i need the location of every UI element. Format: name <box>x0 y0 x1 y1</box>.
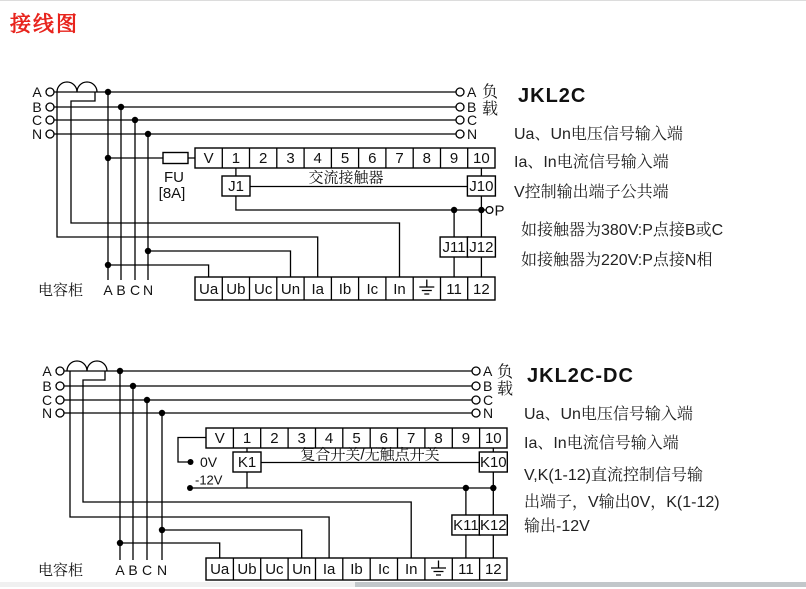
terminal-cell: Ib <box>350 561 363 578</box>
phase-label: B <box>467 99 477 115</box>
phase-label: A <box>103 282 113 298</box>
diagram2-title: JKL2C-DC <box>527 365 634 387</box>
junction-dot <box>144 397 150 403</box>
junction-dot <box>105 262 111 268</box>
relay-label: K10 <box>479 454 507 471</box>
diagram2-note: Ia、In电流信号输入端 <box>524 435 679 452</box>
source-terminal-b <box>56 382 64 390</box>
junction-dot <box>463 485 469 491</box>
junction-dot <box>159 527 165 533</box>
load-terminal-a <box>472 367 480 375</box>
phase-label: N <box>467 126 478 142</box>
terminal-cell: Ua <box>199 281 219 298</box>
phase-label: N <box>156 562 168 578</box>
source-terminal-b <box>46 103 54 111</box>
phase-label: C <box>31 112 43 128</box>
phase-lines <box>64 371 472 413</box>
terminal-cell: 5 <box>352 430 361 447</box>
terminal-cell: 12 <box>473 281 490 298</box>
current-transformer-icon <box>57 82 97 92</box>
source-terminal-c <box>46 116 54 124</box>
terminal-cell: 5 <box>340 150 350 167</box>
terminal-cell: Ua <box>210 561 230 578</box>
terminal-cell: In <box>393 281 406 298</box>
junction-dot <box>145 131 151 137</box>
relay-label: J12 <box>469 239 494 256</box>
junction-dot <box>159 410 165 416</box>
terminal-cell: 11 <box>446 281 462 298</box>
junction-dot <box>130 383 136 389</box>
terminal-cell: 4 <box>313 150 322 167</box>
junction-dot <box>105 89 111 95</box>
ua-feed-wire <box>108 265 209 277</box>
phase-label: A <box>483 363 493 379</box>
switch-label: 复合开关/无触点开关 <box>300 446 440 464</box>
phase-label: A <box>115 562 125 578</box>
terminal-cell: Uc <box>265 561 284 578</box>
phase-label: A <box>467 84 477 100</box>
phase-label: C <box>141 562 153 578</box>
load-terminal-b <box>472 382 480 390</box>
terminal-cell: In <box>404 561 418 578</box>
un-feed-wire <box>148 251 291 277</box>
relay-wires <box>247 448 493 558</box>
terminal-cell: 7 <box>395 150 404 167</box>
load-terminal-n <box>456 130 464 138</box>
diagram1-note: 如接触器为380V:P点接B或C <box>521 222 724 239</box>
cabinet-label: 电容柜 <box>38 562 84 579</box>
terminal-cell: Ub <box>226 281 246 298</box>
load-terminal-b <box>456 103 464 111</box>
terminal-cell: 8 <box>422 150 431 167</box>
phase-label: N <box>142 282 154 298</box>
junction-dot <box>117 368 123 374</box>
terminal-cell: 9 <box>449 150 459 167</box>
v0-node <box>188 459 194 465</box>
phase-label: N <box>41 405 53 421</box>
phase-label: B <box>32 99 42 115</box>
phase-label: B <box>42 378 52 394</box>
ua-feed-wire <box>120 543 220 558</box>
relay-label: K12 <box>479 517 507 534</box>
diagram1-note: V控制输出端子公共端 <box>514 184 669 201</box>
phase-label: C <box>467 112 478 128</box>
page-title: 接线图 <box>10 13 79 36</box>
relay-label: J11 <box>442 239 466 256</box>
phase-label: C <box>41 392 53 408</box>
phase-label: A <box>32 84 42 100</box>
terminal-cell: 3 <box>297 430 306 447</box>
terminal-cell: 6 <box>379 430 388 447</box>
terminal-cell: Ia <box>322 561 336 578</box>
terminal-cell: 7 <box>407 430 416 447</box>
terminal-cell: 9 <box>461 430 471 447</box>
relay-label: J1 <box>228 178 244 195</box>
terminal-cell: 8 <box>434 430 443 447</box>
phase-label: C <box>129 282 141 298</box>
phase-lines <box>54 92 456 134</box>
diagram2-note: V,K(1-12)直流控制信号输 <box>524 467 704 484</box>
terminal-cell: 2 <box>259 150 268 167</box>
terminal-cell: 4 <box>324 430 334 447</box>
diagram1-note: 如接触器为220V:P点接N相 <box>521 252 713 269</box>
terminal-cell: Un <box>280 281 301 298</box>
diagram1-title: JKL2C <box>518 85 587 107</box>
junction-dot <box>105 155 111 161</box>
junction-dot <box>478 207 484 213</box>
current-transformer-icon <box>67 361 107 371</box>
cabinet-label: 电容柜 <box>38 282 84 299</box>
phase-label: N <box>31 126 43 142</box>
diagram2-note: 出端子，V输出0V，K(1-12) <box>524 494 720 511</box>
junction-dot <box>118 104 124 110</box>
terminal-cell: Ia <box>311 281 324 298</box>
terminal-cell: V <box>214 430 225 447</box>
terminal-cell: V <box>203 150 214 167</box>
junction-dot <box>132 117 138 123</box>
terminal-cell: Ib <box>338 281 352 298</box>
horizontal-scrollbar-track[interactable] <box>0 582 806 587</box>
load-terminal-a <box>456 88 464 96</box>
un-feed-wire <box>162 530 302 558</box>
terminal-cell: Ic <box>377 561 390 578</box>
junction-dot <box>145 248 151 254</box>
terminal-cell: 10 <box>473 150 490 167</box>
diagram2-note: 输出-12V <box>524 518 590 535</box>
diagram2-schematic <box>38 361 507 580</box>
phase-label: B <box>128 562 138 578</box>
horizontal-scrollbar-thumb[interactable] <box>355 582 806 587</box>
terminal-cell: Ic <box>366 281 379 298</box>
terminal-cell: 6 <box>368 150 377 167</box>
relay-label: J10 <box>469 178 494 195</box>
terminal-cell: 2 <box>270 430 279 447</box>
terminal-cell: Un <box>292 561 312 578</box>
v12-label: -12V <box>195 472 223 488</box>
source-terminal-n <box>56 409 64 417</box>
diagram1-note: Ua、Un电压信号输入端 <box>514 126 683 143</box>
diagram1-note: Ia、In电流信号输入端 <box>514 154 669 171</box>
load-terminal-n <box>472 409 480 417</box>
p-node-label: P <box>494 202 505 220</box>
phase-label: B <box>483 378 493 394</box>
source-terminal-n <box>46 130 54 138</box>
load-terminal-c <box>456 116 464 124</box>
load-terminal-c <box>472 396 480 404</box>
relay-label: K11 <box>453 517 479 534</box>
phase-label: C <box>483 392 494 408</box>
phase-label: N <box>483 405 494 421</box>
source-terminal-a <box>46 88 54 96</box>
terminal-cell: 1 <box>242 430 252 447</box>
terminal-cell: 12 <box>484 561 502 578</box>
diagram2-note: Ua、Un电压信号输入端 <box>524 406 693 423</box>
junction-dot <box>490 485 496 491</box>
junction-dot <box>117 540 123 546</box>
junction-dot <box>451 207 457 213</box>
contactor-label: 交流接触器 <box>308 169 384 187</box>
phase-label: B <box>116 282 126 298</box>
diagram1-schematic <box>32 82 505 300</box>
p-node <box>486 207 493 214</box>
terminal-cell: 1 <box>231 150 241 167</box>
fuse-rating-label: [8A] <box>158 185 186 202</box>
source-terminal-c <box>56 396 64 404</box>
terminal-cell: Uc <box>254 281 273 298</box>
terminal-cell: 10 <box>484 430 502 447</box>
load-label: 负载 <box>497 364 514 398</box>
fuse-box <box>163 153 188 164</box>
load-label: 负载 <box>482 84 499 118</box>
phase-label: A <box>42 363 52 379</box>
relay-label: K1 <box>237 454 257 471</box>
v0-label: 0V <box>200 454 218 470</box>
terminal-cell: Ub <box>237 561 257 578</box>
source-terminal-a <box>56 367 64 375</box>
fuse-label: FU <box>164 169 184 186</box>
terminal-cell: 11 <box>458 561 474 578</box>
terminal-cell: 3 <box>286 150 295 167</box>
